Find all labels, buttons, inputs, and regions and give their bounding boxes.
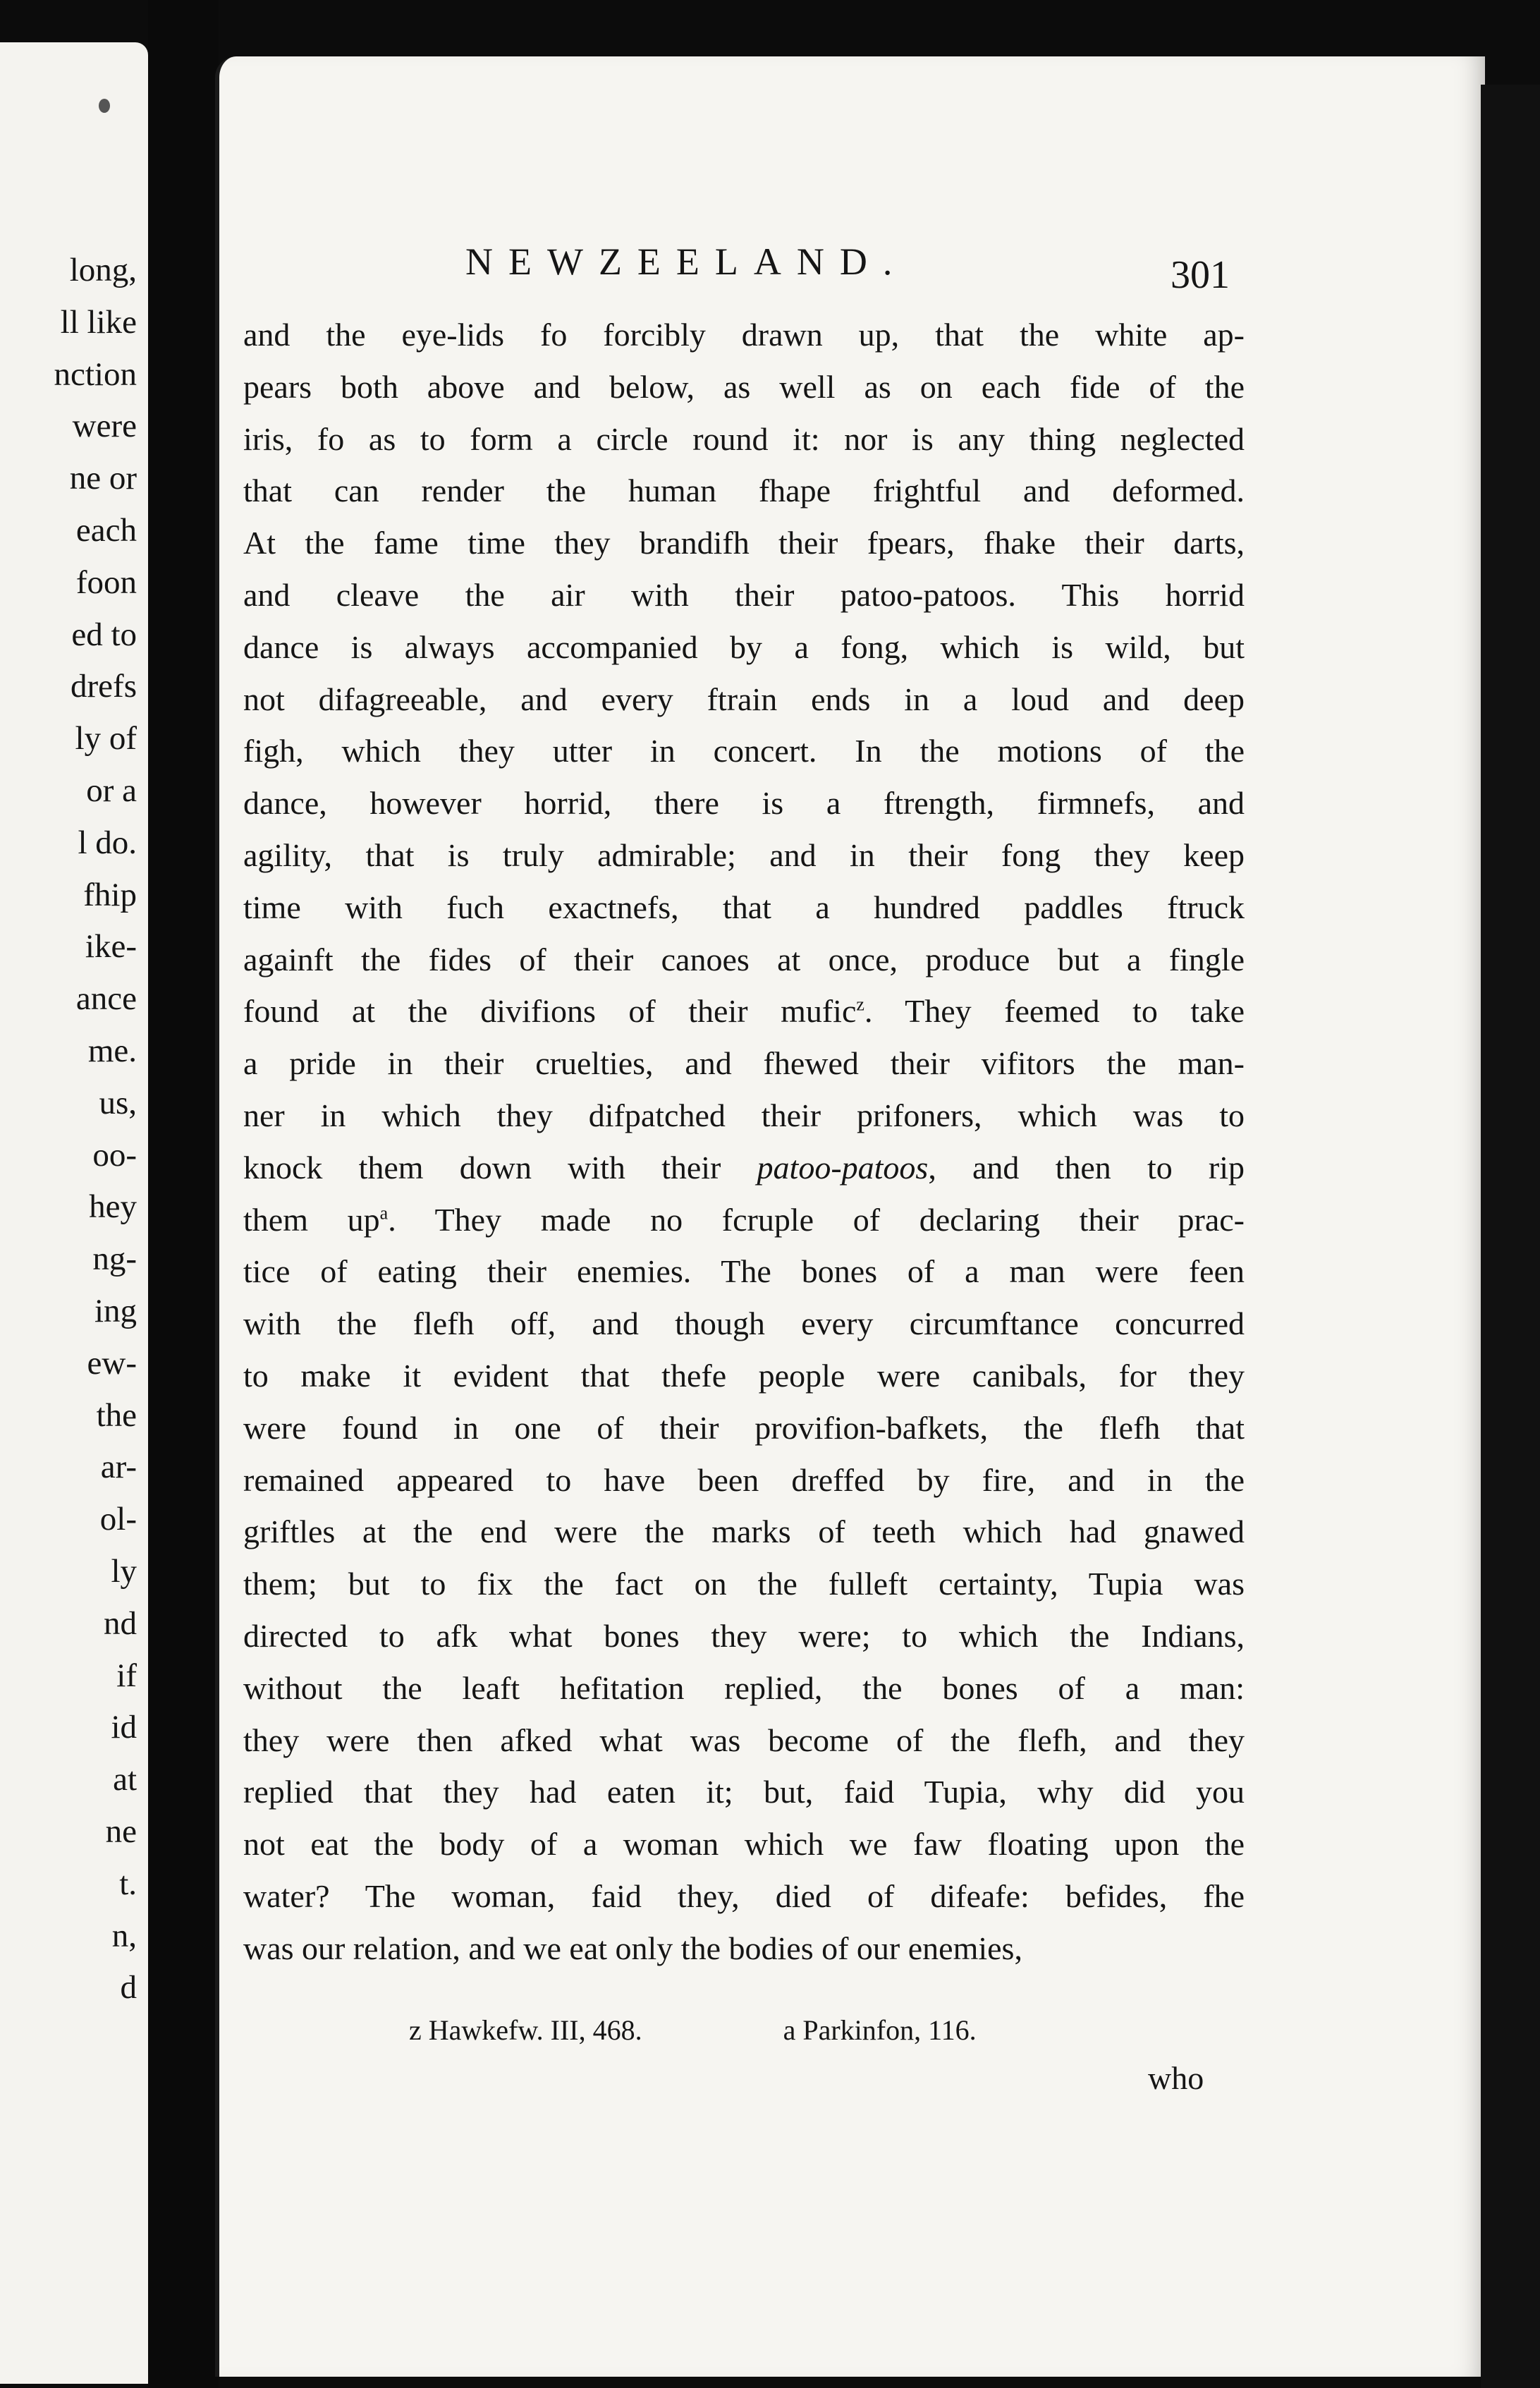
text-line: remained appeared to have been dreffed by fire, and in the <box>243 1461 1245 1498</box>
left-page-line: at <box>113 1761 137 1798</box>
text-line: againft the fides of their canoes at once, produce but a fingle <box>243 941 1245 977</box>
text-line: directed to afk what bones they were; to which the Indians, <box>243 1617 1245 1654</box>
previous-page-fragment <box>0 42 148 2384</box>
text-line: replied that they had eaten it; but, faid Tupia, why did you <box>243 1774 1245 1810</box>
left-page-line: ing <box>94 1293 137 1329</box>
left-page-line: drefs <box>71 668 137 705</box>
catchword: who <box>1148 2060 1204 2096</box>
text-segment: . They feemed to take <box>864 993 1245 1030</box>
left-page-line: ar- <box>100 1449 137 1486</box>
text-line: and cleave the air with their patoo-patoos. This horrid <box>243 576 1245 613</box>
left-page-line: ance <box>75 980 137 1018</box>
left-page-line: fhip <box>83 876 137 913</box>
text-segment: knock them down with their <box>243 1149 757 1186</box>
text-line: At the fame time they brandifh their fpears, fhake their darts, <box>243 525 1245 561</box>
text-line: a pride in their cruelties, and fhewed their vifitors the man- <box>243 1045 1245 1082</box>
left-page-line: id <box>111 1709 137 1746</box>
text-line: dance is always accompanied by a fong, which is wild, but <box>243 628 1245 665</box>
left-page-line: foon <box>75 564 137 601</box>
text-line: ner in which they difpatched their prifoners, which was to <box>243 1097 1245 1133</box>
footnote-z: z Hawkefw. III, 468. <box>409 2014 642 2046</box>
left-page-line: ew- <box>87 1344 137 1382</box>
left-page-line: ike- <box>85 928 137 965</box>
text-line <box>243 1142 1245 1194</box>
text-line: them; but to fix the fact on the fulleft certainty, Tupia was <box>243 1566 1245 1602</box>
text-line: time with fuch exactnefs, that a hundred paddles ftruck <box>243 889 1245 925</box>
italic-term: patoo-patoos <box>757 1149 929 1186</box>
text-line: and the eye-lids fo forcibly drawn up, that the white ap- <box>243 317 1245 353</box>
text-line: griftles at the end were the marks of teeth which had gnawed <box>243 1513 1245 1550</box>
left-page-line: me. <box>87 1032 137 1069</box>
left-page-line: each <box>75 512 137 549</box>
footnote-a: a Parkinfon, 116. <box>783 2014 977 2046</box>
left-page-line: nd <box>104 1604 137 1642</box>
text-line: without the leaft hefitation replied, the bones of a man: <box>243 1669 1245 1706</box>
text-line: water? The woman, faid they, died of difeafe: befides, fhe <box>243 1877 1245 1914</box>
left-page-line: ol- <box>99 1501 137 1538</box>
left-page-line: long, <box>69 252 137 288</box>
footnotes <box>409 2014 1185 2047</box>
left-page-line: ng- <box>92 1241 137 1278</box>
page-edge-shadow <box>1481 85 1540 2388</box>
footnote-marker: a <box>379 1202 389 1224</box>
left-page-line: ne or <box>69 460 137 497</box>
page-header <box>465 240 1333 296</box>
text-line: not difagreeable, and every ftrain ends in a loud and deep <box>243 681 1245 717</box>
text-line: tice of eating their enemies. The bones of a man were feen <box>243 1253 1245 1290</box>
text-line <box>243 1194 1245 1246</box>
text-segment: found at the divifions of their mufic <box>243 993 857 1030</box>
text-line: with the flefh off, and though every circumftance concurred <box>243 1305 1245 1342</box>
book-gutter <box>148 0 219 2388</box>
left-page-line: or a <box>86 772 137 809</box>
running-head: NEWZEELAND. <box>465 240 908 283</box>
text-line: iris, fo as to form a circle round it: nor is any thing neglected <box>243 420 1245 457</box>
text-segment: . They made no fcruple of declaring their prac- <box>388 1201 1245 1238</box>
body-text <box>243 309 1245 1975</box>
left-page-line: n, <box>111 1917 137 1954</box>
left-page-line: ll like <box>60 303 137 341</box>
left-page-line: were <box>72 408 137 445</box>
text-line <box>243 985 1245 1037</box>
text-line: figh, which they utter in concert. In the motions of the <box>243 733 1245 769</box>
text-line: pears both above and below, as well as on each fide of the <box>243 368 1245 405</box>
left-page-line: nction <box>54 355 137 393</box>
text-line: was our relation, and we eat only the bodies of our enemies, <box>243 1930 1022 1966</box>
left-page-line: ed to <box>71 616 137 653</box>
left-page-line: oo- <box>92 1136 137 1174</box>
text-line: to make it evident that thefe people were canibals, for they <box>243 1357 1245 1394</box>
footnote-marker: z <box>856 994 864 1016</box>
left-page-line: t. <box>119 1865 137 1902</box>
text-line: agility, that is truly admirable; and in their fong they keep <box>243 836 1245 873</box>
left-page-line: ly of <box>75 720 137 757</box>
left-page-line: the <box>96 1396 137 1434</box>
ink-mark <box>99 99 110 113</box>
text-line: not eat the body of a woman which we faw floating upon the <box>243 1826 1245 1863</box>
text-segment: , and then to rip <box>928 1149 1245 1186</box>
left-page-line: ly <box>111 1553 137 1590</box>
left-page-line: hey <box>89 1188 137 1226</box>
left-page-line: d <box>120 1969 137 2006</box>
left-page-line: ne <box>105 1813 137 1850</box>
text-line: that can render the human fhape frightful and deformed. <box>243 473 1245 509</box>
text-line: dance, however horrid, there is a ftrength, firmnefs, and <box>243 785 1245 822</box>
page-number: 301 <box>1171 253 1230 297</box>
text-line: were found in one of their provifion-bafkets, the flefh that <box>243 1409 1245 1446</box>
left-page-line: l do. <box>78 824 137 861</box>
left-page-line: us, <box>99 1084 137 1121</box>
left-page-line: if <box>116 1657 137 1694</box>
text-segment: them up <box>243 1201 380 1238</box>
text-line: they were then afked what was become of the flefh, and they <box>243 1722 1245 1758</box>
